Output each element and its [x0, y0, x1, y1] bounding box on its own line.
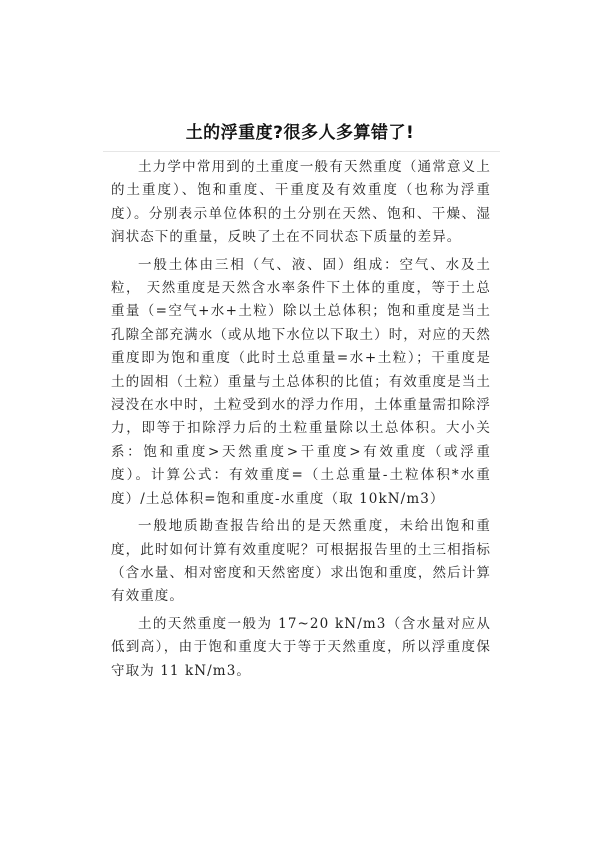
- title-divider: [103, 151, 500, 152]
- article-body: [111, 156, 491, 687]
- paragraph-4: 土的天然重度一般为 17~20 kN/m3（含水量对应从低到高），由于饱和重度大于等于天然重度，所以浮重度保守取为 11 kN/m3。: [111, 615, 491, 679]
- paragraph-3: 一般地质勘查报告给出的是天然重度，未给出饱和重度，此时如何计算有效重度呢？可根据报告里的土三相指标（含水量、相对密度和天然密度）求出饱和重度，然后计算有效重度。: [111, 518, 491, 605]
- article-title: 土的浮重度?很多人多算错了!: [185, 123, 415, 143]
- paragraph-1: 土力学中常用到的土重度一般有天然重度（通常意义上的土重度）、饱和重度、干重度及有效重度（也称为浮重度）。分别表示单位体积的土分别在天然、饱和、干燥、湿润状态下的重量，反映了土在不同状态下质量的差异。: [111, 159, 491, 246]
- paragraph-2: 一般土体由三相（气、液、固）组成：空气、水及土粒， 天然重度是天然含水率条件下土体的重度，等于土总重量（=空气+水+土粒）除以土总体积；饱和重度是当土孔隙全部充满水（或从地下水位以下取土）时，对应的天然重度即为饱和重度（此时土总重量=水+土粒）；干重度是土的固相（土粒）重量与土总体积的比值；有效重度是当土浸没在水中时，土粒受到水的浮力作用，土体重量需扣除浮力，即等于扣除浮力后的土粒重量除以土总体积。大小关系：饱和重度>天然重度>干重度>有效重度（或浮重度）。计算公式：有效重度=（土总重量-土粒体积*水重度）/土总体积=饱和重度-水重度（取 10kN/m3）: [111, 256, 491, 507]
